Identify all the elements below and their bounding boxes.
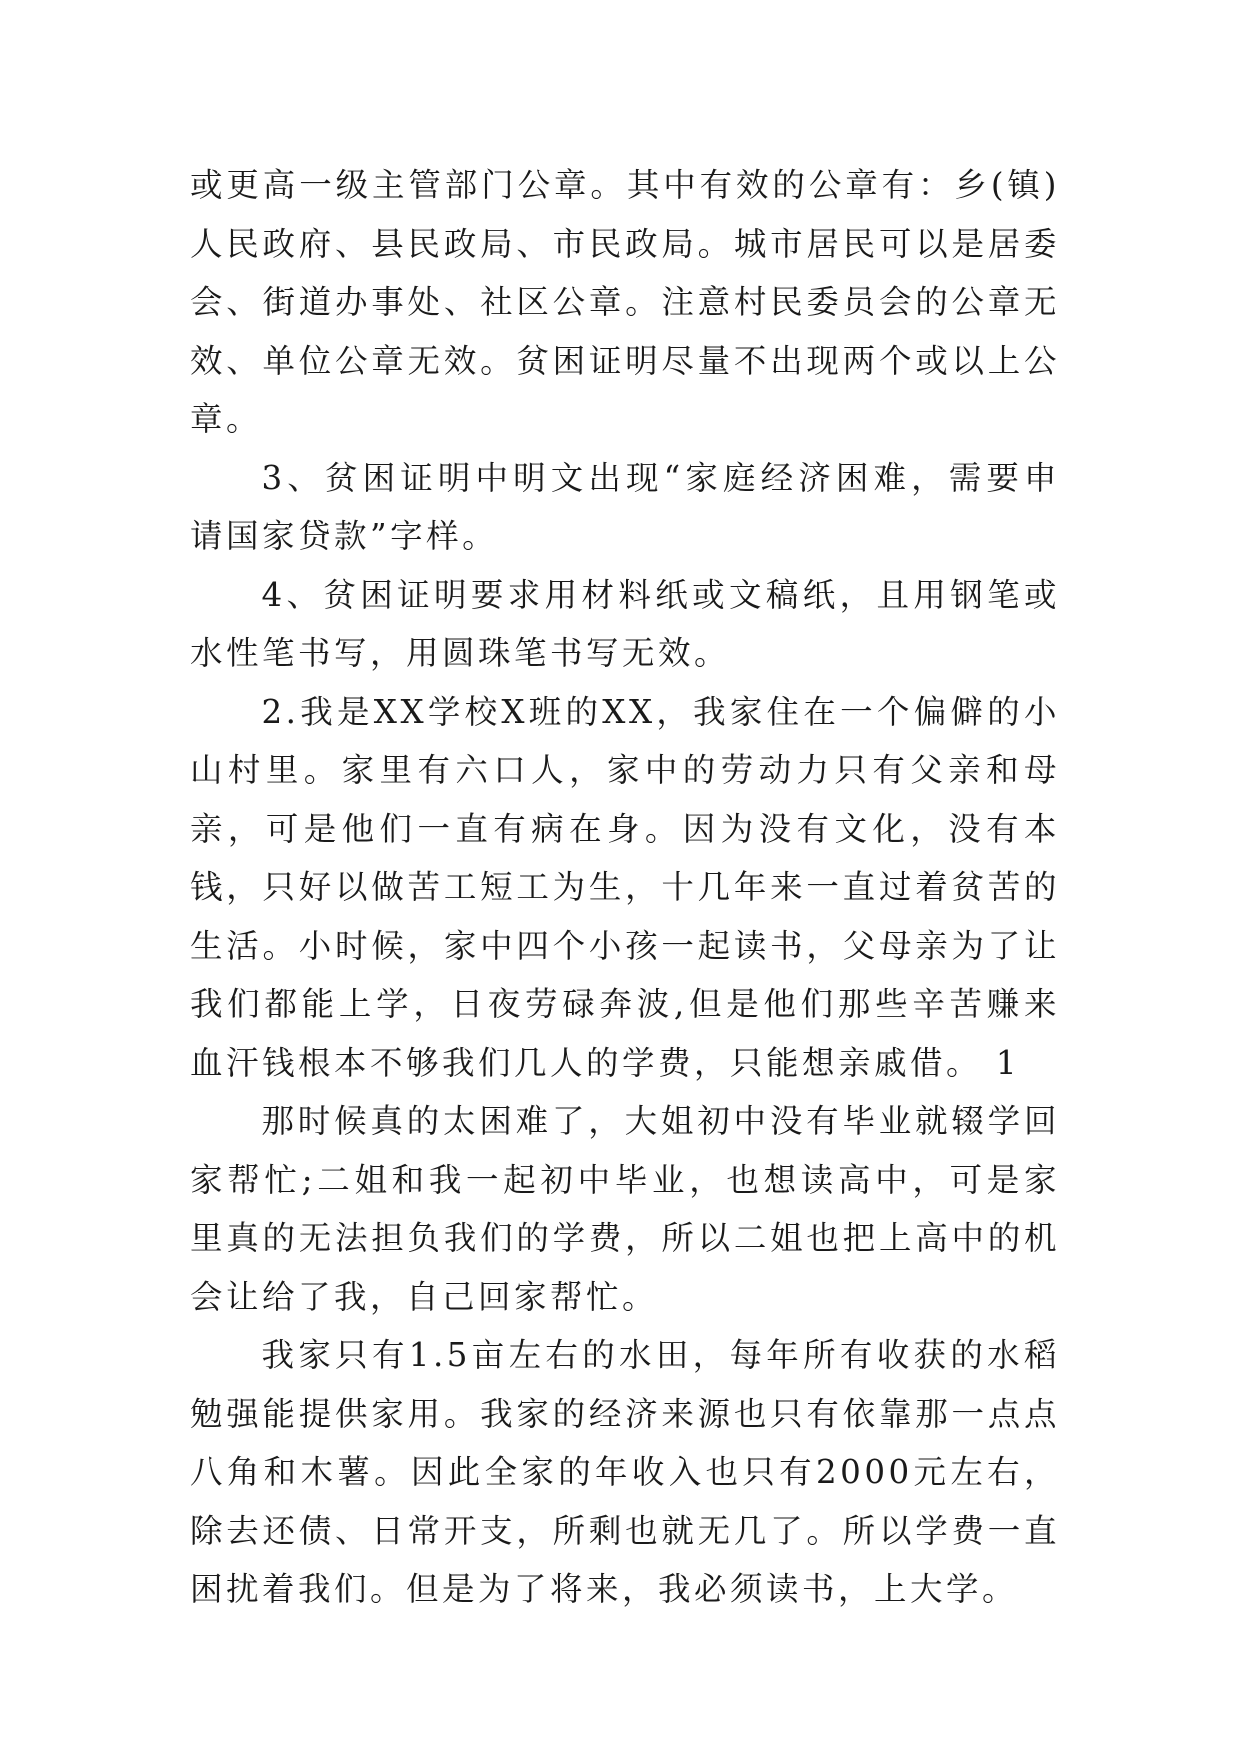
paragraph-sample-2-intro: 2.我是XX学校X班的XX，我家住在一个偏僻的小山村里。家里有六口人，家中的劳动力只有父亲和母亲，可是他们一直有病在身。因为没有文化，没有本钱，只好以做苦工短工为生，十几年来一直过着贫苦的生活。小时候，家中四个小孩一起读书，父母亲为了让我们都能上学，日夜劳碌奔波,但是他们那些辛苦赚来血汗钱根本不够我们几人的学费，只能想亲戚借。 1 <box>190 692 1060 1082</box>
paragraph-seal-requirements: 或更高一级主管部门公章。其中有效的公章有：乡(镇)人民政府、县民政局、市民政局。城市居民可以是居委会、街道办事处、社区公章。注意村民委员会的公章无效、单位公章无效。贫困证明尽量不出现两个或以上公章。 <box>190 166 1060 438</box>
paragraph-family-income: 我家只有1.5亩左右的水田，每年所有收获的水稻勉强能提供家用。我家的经济来源也只有依靠那一点点八角和木薯。因此全家的年收入也只有2000元左右，除去还债、日常开支，所剩也就无几了。所以学费一直困扰着我们。但是为了将来，我必须读书，上大学。 <box>190 1336 1060 1608</box>
paragraph-family-difficulty: 那时候真的太困难了，大姐初中没有毕业就辍学回家帮忙;二姐和我一起初中毕业，也想读高中，可是家里真的无法担负我们的学费，所以二姐也把上高中的机会让给了我，自己回家帮忙。 <box>190 1102 1060 1316</box>
paragraph-item-3: 3、贫困证明中明文出现“家庭经济困难，需要申请国家贷款”字样。 <box>190 458 1060 555</box>
document-body <box>190 156 1060 1619</box>
paragraph-item-4: 4、贫困证明要求用材料纸或文稿纸，且用钢笔或水性笔书写，用圆珠笔书写无效。 <box>190 575 1060 672</box>
